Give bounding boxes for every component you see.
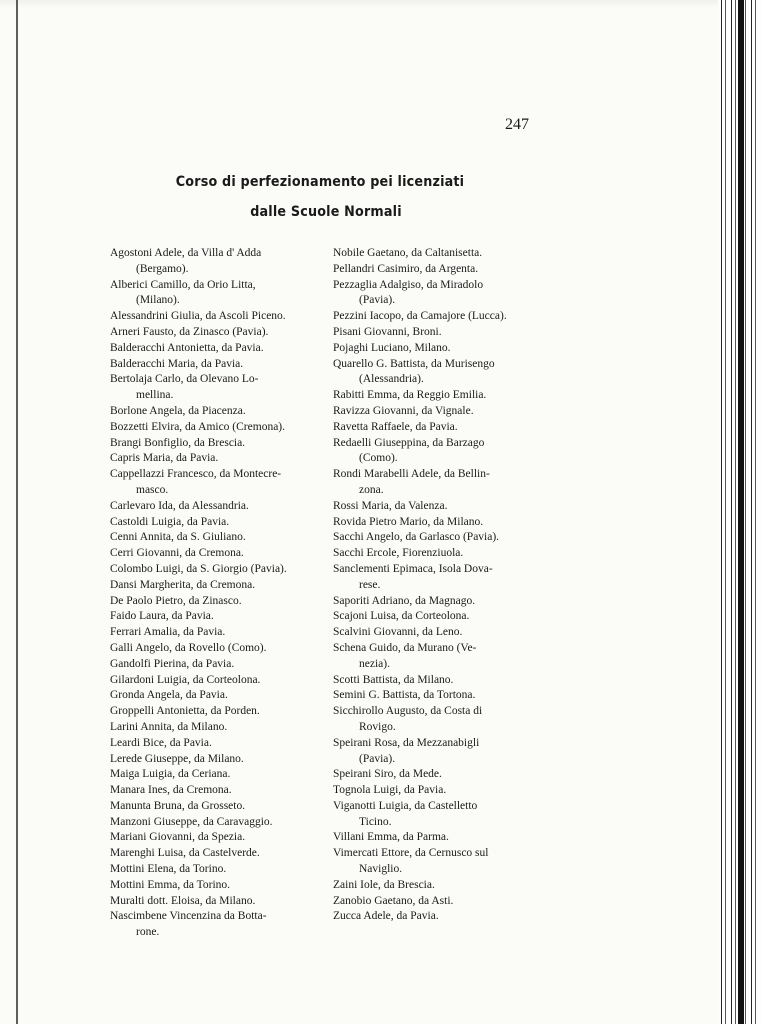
list-item [110,673,332,689]
entry-line: Pezzini Iacopo, da Camajore (Lucca). [333,310,507,323]
list-item [110,799,332,815]
entry-continuation: (Bergamo). [136,262,189,275]
list-item [333,246,549,262]
entry-line: Cenni Annita, da S. Giuliano. [110,531,246,544]
list-item [333,594,549,610]
entry-line: Sacchi Angelo, da Garlasco (Pavia). [333,531,500,544]
entry-line: Villani Emma, da Parma. [333,831,449,844]
list-item [110,515,332,531]
list-item [110,420,332,436]
list-item [333,515,549,531]
entry-continuation: Rovigo. [359,720,396,733]
entry-line: Balderacchi Maria, da Pavia. [110,357,244,370]
list-item [110,404,332,420]
entry-line: Scotti Battista, da Milano. [333,673,454,686]
entry-continuation: (Alessandria). [359,373,424,386]
entry-line: Speirani Rosa, da Mezzanabigli [333,736,480,749]
list-item [333,846,549,878]
entry-continuation: nezia). [359,657,390,670]
list-item [110,246,332,278]
entry-line: Rondi Marabelli Adele, da Bellin- [333,468,490,481]
entry-line: Carlevaro Ida, da Alessandria. [110,499,249,512]
entry-line: Zaini Iole, da Brescia. [333,878,435,891]
entry-line: Tognola Luigi, da Pavia. [333,784,447,797]
list-item [110,862,332,878]
entry-continuation: Naviglio. [359,863,403,876]
list-item [333,704,549,736]
entry-line: Manara Ines, da Cremona. [110,784,232,797]
entry-continuation: rone. [136,926,160,939]
list-item [110,688,332,704]
list-item [110,309,332,325]
entry-line: Agostoni Adele, da Villa d' Adda [110,247,262,259]
list-item [333,436,549,468]
list-item [333,530,549,546]
list-item [110,720,332,736]
entry-line: Manzoni Giuseppe, da Caravaggio. [110,815,273,828]
list-item [110,341,332,357]
list-item [333,830,549,846]
entry-line: Vimercati Ettore, da Cernusco sul [333,847,489,860]
entry-line: Leardi Bice, da Pavia. [110,736,212,749]
entry-line: Maiga Luigia, da Ceriana. [110,768,231,781]
entry-line: Sicchirollo Augusto, da Costa di [333,705,483,718]
entry-line: Castoldi Luigia, da Pavia. [110,515,230,528]
list-item [333,341,549,357]
entry-line: Pezzaglia Adalgiso, da Miradolo [333,278,484,291]
list-item [333,783,549,799]
entry-line: Capris Maria, da Pavia. [110,452,219,465]
list-item [110,878,332,894]
entry-line: Zucca Adele, da Pavia. [333,910,439,923]
section-title: Corso di perfezionamento pei licenziati [175,174,465,190]
list-item [333,799,549,831]
list-item [110,467,332,499]
list-item [110,562,332,578]
list-item [333,309,549,325]
list-item [333,688,549,704]
entry-line: Borlone Angela, da Piacenza. [110,404,246,417]
list-item [333,894,549,910]
entry-line: Nascimbene Vincenzina da Botta- [110,910,267,923]
entry-line: Pojaghi Luciano, Milano. [333,341,451,354]
list-item [110,594,332,610]
list-item [110,657,332,673]
entry-line: Colombo Luigi, da S. Giorgio (Pavia). [110,562,287,575]
list-item [110,530,332,546]
entry-line: Groppelli Antonietta, da Porden. [110,705,260,718]
list-item [110,278,332,310]
list-item [333,641,549,673]
entry-continuation: Ticino. [359,815,392,828]
list-item [333,673,549,689]
list-item [333,562,549,594]
entry-line: Sacchi Ercole, Fiorenziuola. [333,547,464,560]
entry-line: De Paolo Pietro, da Zinasco. [110,594,242,607]
entry-line: Redaelli Giuseppina, da Barzago [333,436,485,449]
entry-line: Zanobio Gaetano, da Asti. [333,894,454,907]
list-item [110,704,332,720]
list-item [333,278,549,310]
list-item [110,436,332,452]
list-item [110,846,332,862]
entry-line: Speirani Siro, da Mede. [333,768,442,781]
top-edge [0,0,761,8]
list-item [333,878,549,894]
entry-line: Larini Annita, da Milano. [110,720,228,733]
entry-line: Quarello G. Battista, da Murisengo [333,357,495,370]
entry-line: Rabitti Emma, da Reggio Emilia. [333,389,487,402]
list-item [333,546,549,562]
entry-line: Semini G. Battista, da Tortona. [333,689,476,702]
entry-line: Mariani Giovanni, da Spezia. [110,831,246,844]
entry-line: Rovida Pietro Mario, da Milano. [333,515,484,528]
left-name-column [110,246,332,941]
entry-line: Galli Angelo, da Rovello (Como). [110,641,267,654]
entry-line: Schena Guido, da Murano (Ve- [333,641,477,654]
list-item [110,372,332,404]
entry-line: Alberici Camillo, da Orio Litta, [110,278,256,291]
entry-line: Dansi Margherita, da Cremona. [110,578,256,591]
entry-line: Mottini Emma, da Torino. [110,878,231,891]
entry-line: Mottini Elena, da Torino. [110,863,227,876]
entry-continuation: masco. [136,483,169,496]
list-item [333,625,549,641]
entry-line: Gronda Angela, da Pavia. [110,689,228,702]
entry-line: Ravetta Raffaele, da Pavia. [333,420,458,433]
list-item [110,830,332,846]
entry-line: Pisani Giovanni, Broni. [333,325,442,338]
entry-line: Faido Laura, da Pavia. [110,610,214,623]
entry-line: Scalvini Giovanni, da Leno. [333,626,463,639]
list-item [333,420,549,436]
entry-line: Sanclementi Epimaca, Isola Dova- [333,562,493,575]
list-item [333,357,549,389]
entry-line: Ferrari Amalia, da Pavia. [110,626,226,639]
list-item [110,546,332,562]
entry-line: Lerede Giuseppe, da Milano. [110,752,244,765]
list-item [333,499,549,515]
list-item [333,262,549,278]
page-number: 247 [505,116,529,133]
list-item [110,578,332,594]
entry-line: Marenghi Luisa, da Castelverde. [110,847,260,860]
list-item [333,467,549,499]
list-item [110,451,332,467]
entry-line: Viganotti Luigia, da Castelletto [333,799,478,812]
entry-line: Bozzetti Elvira, da Amico (Cremona). [110,420,285,433]
list-item [110,752,332,768]
entry-line: Arneri Fausto, da Zinasco (Pavia). [110,325,269,338]
section-subtitle: dalle Scuole Normali [250,204,402,220]
entry-line: Gilardoni Luigia, da Corteolona. [110,673,261,686]
entry-line: Cappellazzi Francesco, da Montecre- [110,468,282,481]
list-item [333,388,549,404]
list-item [110,625,332,641]
list-item [110,736,332,752]
entry-line: Muralti dott. Eloisa, da Milano. [110,894,256,907]
entry-continuation: rese. [359,578,381,591]
list-item [110,641,332,657]
entry-line: Saporiti Adriano, da Magnago. [333,594,476,607]
list-item [333,767,549,783]
list-item [110,909,332,941]
entry-continuation: (Milano). [136,294,180,307]
left-margin-rule [16,0,18,1024]
entry-line: Bertolaja Carlo, da Olevano Lo- [110,373,259,386]
entry-line: Manunta Bruna, da Grosseto. [110,799,246,812]
entry-line: Gandolfi Pierina, da Pavia. [110,657,235,670]
right-name-column [333,246,549,925]
list-item [333,325,549,341]
entry-line: Balderacchi Antonietta, da Pavia. [110,341,264,354]
list-item [110,783,332,799]
list-item [110,325,332,341]
list-item [110,894,332,910]
entry-continuation: mellina. [136,389,174,402]
entry-line: Alessandrini Giulia, da Ascoli Piceno. [110,310,286,323]
list-item [333,736,549,768]
list-item [110,357,332,373]
entry-line: Pellandri Casimiro, da Argenta. [333,262,479,275]
entry-line: Scajoni Luisa, da Corteolona. [333,610,470,623]
list-item [110,815,332,831]
entry-line: Brangi Bonfiglio, da Brescia. [110,436,246,449]
list-item [110,767,332,783]
list-item [333,909,549,925]
entry-line: Cerri Giovanni, da Cremona. [110,547,244,560]
list-item [110,609,332,625]
list-item [110,499,332,515]
entry-continuation: (Como). [359,452,398,465]
entry-line: Ravizza Giovanni, da Vignale. [333,404,474,417]
entry-line: Nobile Gaetano, da Caltanisetta. [333,247,483,259]
list-item [333,609,549,625]
entry-continuation: (Pavia). [359,294,396,307]
entry-line: Rossi Maria, da Valenza. [333,499,448,512]
entry-continuation: zona. [359,483,384,496]
list-item [333,404,549,420]
entry-continuation: (Pavia). [359,752,396,765]
right-binding-shadow [738,0,744,1024]
